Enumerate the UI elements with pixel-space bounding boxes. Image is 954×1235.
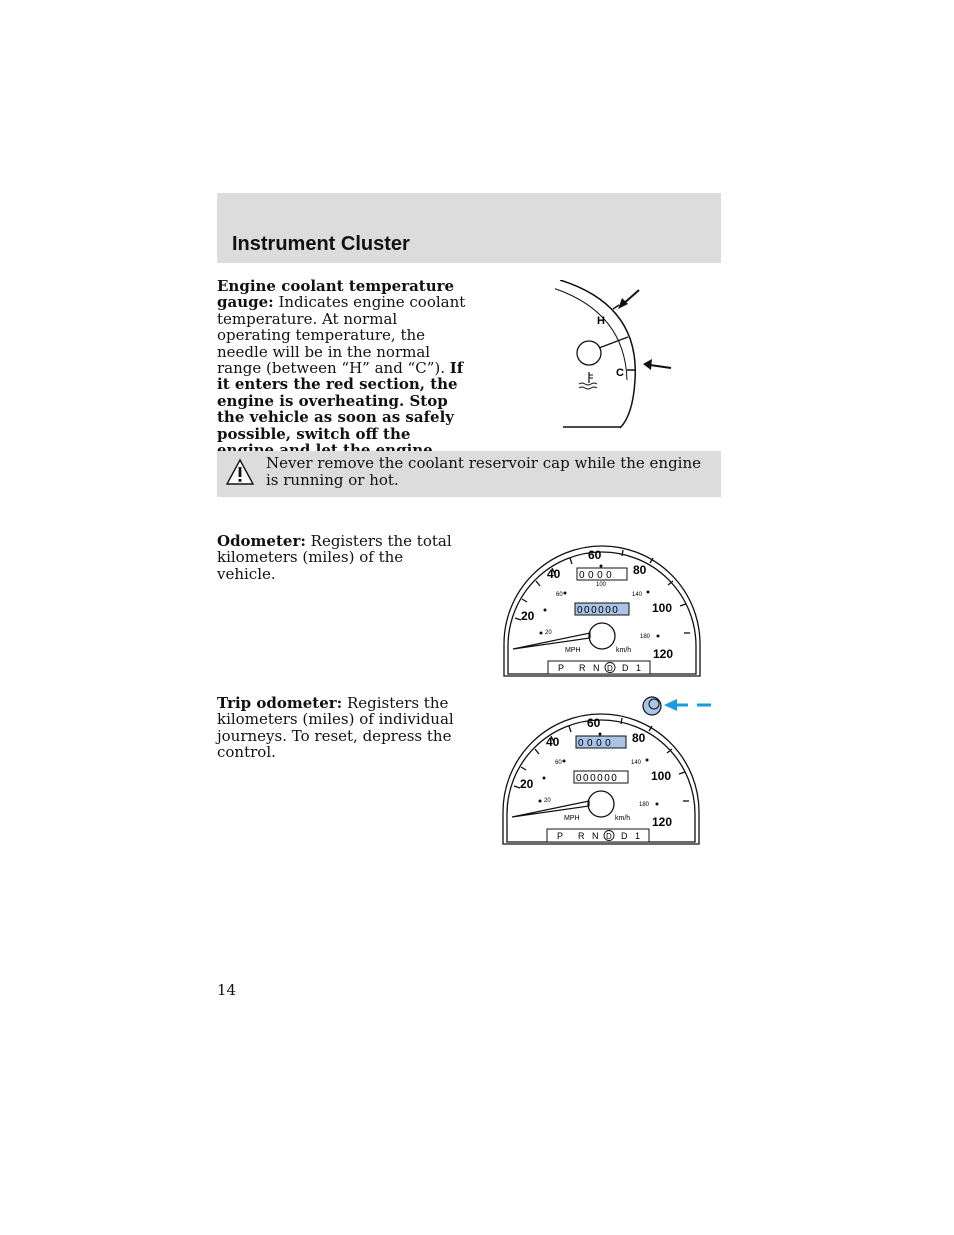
mph-label: 20	[520, 777, 534, 791]
trip-description: Registers the kilometers (miles) of individual journeys. To reset, depress the control.	[217, 694, 454, 762]
odometer-digits: 000000	[576, 773, 619, 784]
odometer-description: Registers the total kilometers (miles) of the vehicle.	[217, 532, 452, 583]
odometer-digits: 000000	[577, 605, 620, 616]
kmh-label: 20	[544, 798, 551, 804]
hot-tick	[613, 305, 619, 309]
trip-odometer-digits: 0000	[578, 738, 615, 749]
kmh-unit: km/h	[616, 647, 632, 654]
mph-label: 60	[588, 548, 602, 562]
kmh-label: 140	[632, 592, 643, 598]
trip-term: Trip odometer:	[217, 694, 343, 712]
mph-label: 40	[546, 735, 560, 749]
mph-unit: MPH	[565, 647, 581, 654]
gear-letter: D	[607, 664, 613, 673]
gauge-needle	[599, 337, 628, 348]
odometer-paragraph	[217, 533, 462, 582]
gear-letter: D	[606, 832, 612, 841]
mph-label: 100	[652, 601, 673, 615]
coolant-overheat-warning: If it enters the red section, the engine is overheating. Stop the vehicle as soon as safely possible, switch off the	[217, 359, 464, 443]
page-title: Instrument Cluster	[232, 233, 410, 255]
kmh-label: 180	[640, 634, 651, 640]
mph-label: 20	[521, 609, 535, 623]
kmh-label: 180	[639, 802, 650, 808]
speedometer-ticks	[515, 550, 690, 633]
gear-letter: 1	[636, 663, 642, 673]
mph-label: 120	[652, 815, 673, 829]
trip-odometer-paragraph	[217, 695, 462, 761]
gear-letter: N	[592, 831, 599, 841]
mph-label: 40	[547, 567, 561, 581]
mph-unit: MPH	[564, 815, 580, 822]
speedometer-figure-trip	[497, 694, 717, 849]
section-header	[217, 193, 721, 263]
coolant-term: Engine coolant temperature gauge:	[217, 277, 455, 312]
coolant-description: Indicates engine coolant temperature. At normal operating temperature, the needle will be in the normal range (between “H” and “C”).	[217, 293, 466, 378]
gear-letter: P	[558, 663, 565, 673]
gear-letter: R	[578, 831, 585, 841]
gear-letter: R	[579, 663, 586, 673]
trip-odometer-digits: 0000	[579, 570, 616, 581]
gear-letter: P	[557, 831, 564, 841]
speedometer-pivot	[589, 623, 615, 649]
warning-triangle-icon	[225, 458, 255, 486]
arrow-icon	[664, 699, 711, 711]
kmh-unit: km/h	[615, 815, 631, 822]
kmh-label: 60	[555, 760, 562, 766]
gauge-pivot	[577, 341, 601, 365]
trip-reset-knob-icon[interactable]	[643, 697, 661, 715]
warning-text: Never remove the coolant reservoir cap while the engine is running or hot.	[266, 454, 701, 489]
kmh-label: 100	[596, 582, 607, 588]
gear-letter: D	[621, 831, 628, 841]
gear-letter: D	[622, 663, 629, 673]
mph-label: 60	[587, 716, 601, 730]
page-number: 14	[217, 981, 237, 999]
coolant-gauge-paragraph	[217, 278, 467, 475]
hot-label: H	[597, 315, 605, 327]
arrow-icon	[618, 290, 639, 309]
speedometer-pivot	[588, 791, 614, 817]
arrow-icon	[643, 359, 671, 370]
gear-letter: 1	[635, 831, 641, 841]
kmh-label: 20	[545, 630, 552, 636]
warning-box	[217, 451, 721, 497]
odometer-term: Odometer:	[217, 532, 306, 550]
mph-label: 120	[653, 647, 674, 661]
speedometer-ticks	[514, 718, 689, 801]
kmh-label: 140	[631, 760, 642, 766]
cold-label: C	[616, 367, 624, 379]
mph-label: 80	[632, 731, 646, 745]
coolant-gauge-figure	[555, 280, 685, 432]
gear-letter: N	[593, 663, 600, 673]
speedometer-figure-odometer	[498, 536, 706, 681]
mph-label: 80	[633, 563, 647, 577]
kmh-label: 60	[556, 592, 563, 598]
mph-label: 100	[651, 769, 672, 783]
coolant-temperature-icon	[579, 372, 597, 389]
